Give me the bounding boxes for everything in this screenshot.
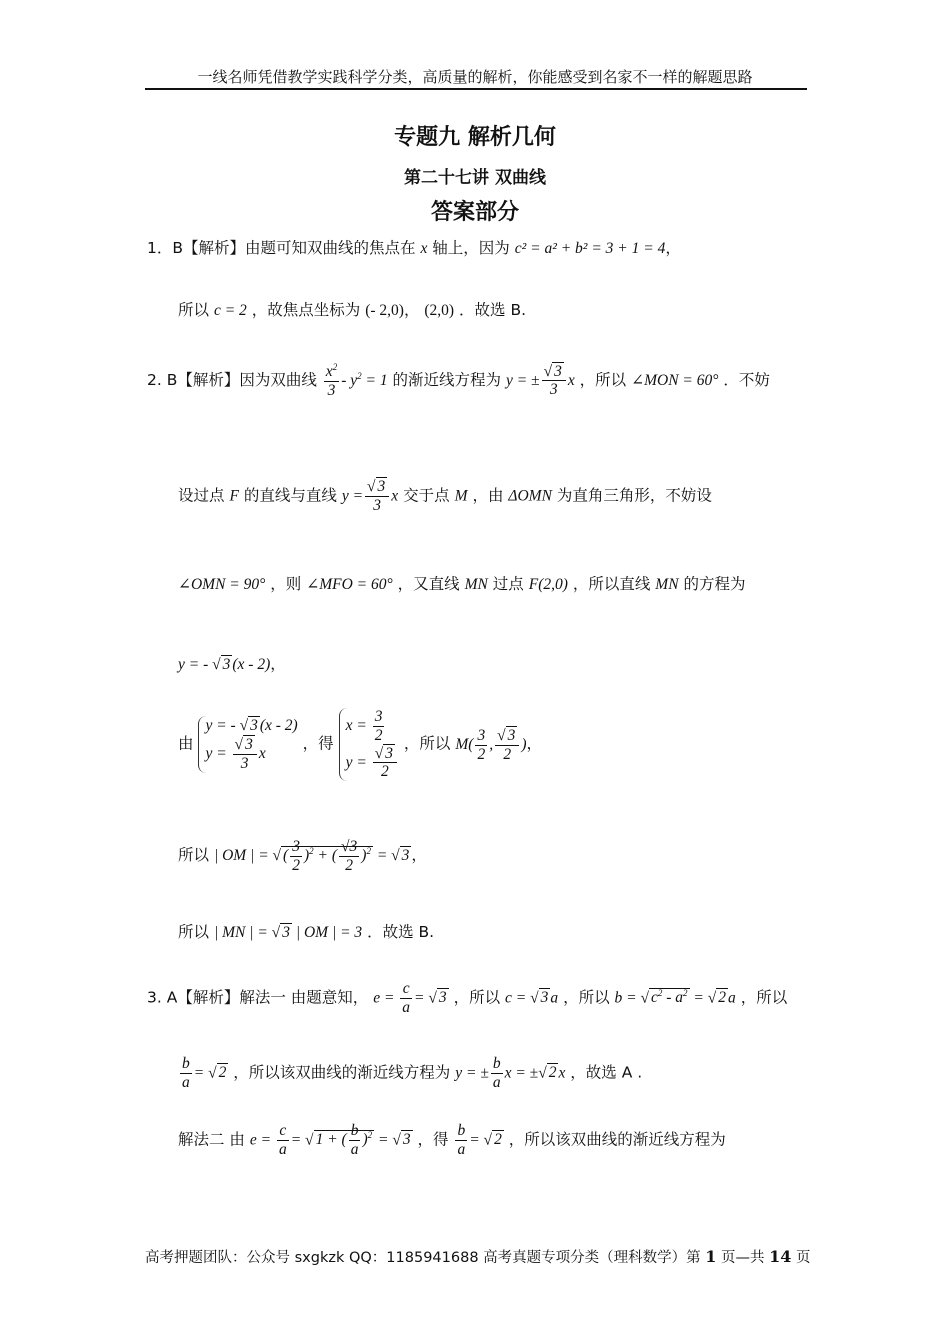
q2-line-5: 由 y = - √ 3 (x - 2) y = $\frac{√ 3}{3}$ x ，得 x = $\frac{3}{2}$ y = $\frac{√ 3}{2}$ ，所以 M( $\frac{3}{2}$ , $\frac{√ 3}{2}$ )，	[178, 708, 543, 781]
q2-line-7: 所以 | MN | = √ 3 | OM | = 3 ．故选 B.	[178, 923, 435, 941]
q1-equation: c² = a² + b² = 3 + 1 = 4	[514, 240, 666, 257]
section-title: 答案部分	[430, 200, 519, 225]
page-header: 一线名师凭借教学实践科学分类，高质量的解析，你能感受到名家不一样的解题思路	[197, 68, 753, 86]
page-total: 14	[769, 1247, 792, 1266]
q3-line-3: 解法二 由 e = $\frac{c}{a}$ = √ 1 + ( $\frac{b}{a}$ )$^2$ = √ 3 ，得 $\frac{b}{a}$ = √ 2 ，所以该双曲线的渐近线方程为	[178, 1122, 726, 1159]
q1-line-2: 所以 c = 2 ，故焦点坐标为 (- 2,0)， (2,0) ．故选 B.	[178, 301, 527, 319]
q1-line-1: 1．B【解析】由题可知双曲线的焦点在 x 轴上，因为 c² = a² + b² = 3 + 1 = 4，	[147, 239, 681, 257]
page-number: 1	[705, 1247, 717, 1266]
q2-line-3: ∠OMN = 90° ，则 ∠MFO = 60° ，又直线 MN 过点 F(2,0) ，所以直线 MN 的方程为	[178, 575, 746, 593]
page-subtitle: 第二十七讲 双曲线	[404, 168, 546, 188]
q3-line-2: $\frac{b}{a}$ = √ 2 ，所以该双曲线的渐近线方程为 y = ± $\frac{b}{a}$ x = ±√ 2 x ，故选 A .	[182, 1055, 643, 1091]
page-title: 专题九 解析几何	[394, 125, 556, 150]
q2-line-6: 所以 | OM | = √ ( $\frac{3}{2}$ )$^2$ + ( $\frac{√3}{2}$ )$^2$ = √ 3 ，	[178, 838, 427, 874]
page-footer: 高考押题团队：公众号 sxgkzk QQ：1185941688 高考真题专项分类（理科数学）第 1 页—共 14 页	[145, 1247, 811, 1266]
q2-line-2: 设过点 F 的直线与直线 y = $\frac{√ 3}{3}$ x 交于点 M ，由 ΔOMN 为直角三角形，不妨设	[178, 478, 712, 514]
q2-line-4: y = - √ 3 (x - 2)，	[178, 655, 286, 673]
header-rule	[145, 88, 807, 90]
q2-line-1: 2. B【解析】因为双曲线 $\frac{x^2}{3}$ - $y^2 = 1$ 的渐近线方程为 y = ± $\frac{√ 3}{3}$ x ，所以 ∠MON = 60° ．不妨	[147, 362, 770, 399]
q3-line-1: 3. A【解析】解法一 由题意知， e = $\frac{c}{a}$ = √ 3 ，所以 c = √ 3 a ，所以 b = √ $c^2 - a^2$ = √ 2 a ，所以	[147, 980, 788, 1016]
